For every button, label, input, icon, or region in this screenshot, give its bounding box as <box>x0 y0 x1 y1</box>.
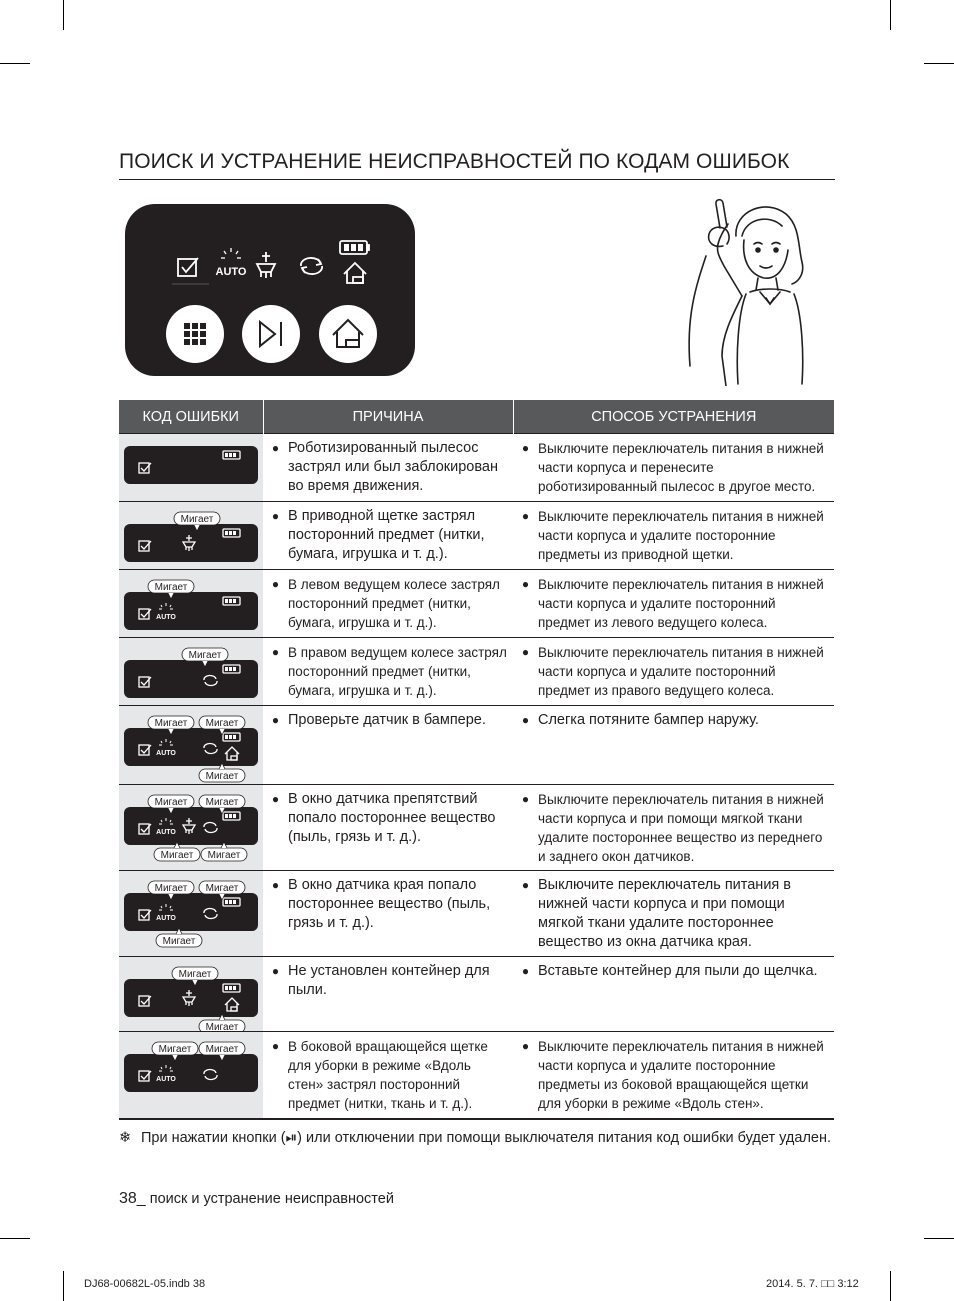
cause-cell <box>263 706 513 785</box>
page-footer <box>119 1190 394 1208</box>
svg-text:Мигает: Мигает <box>180 514 214 525</box>
grid-button[interactable] <box>166 305 224 363</box>
svg-text:Мигает: Мигает <box>160 850 194 861</box>
auto-label: AUTO <box>156 1076 176 1083</box>
svg-text:Мигает: Мигает <box>207 850 241 861</box>
svg-text:Мигает: Мигает <box>154 718 188 729</box>
table-row <box>119 785 834 871</box>
bullet: ● <box>521 645 530 659</box>
error-indicator <box>119 871 263 954</box>
table-row <box>119 706 834 785</box>
svg-text:Мигает: Мигает <box>178 969 212 980</box>
bullet: ● <box>271 645 280 659</box>
table-row <box>119 434 834 502</box>
solution-text: Выключите переключатель питания в нижней части корпуса и при помощи мягкой ткани удалите постороннее вещество из переднего и заднего окон датчиков. <box>538 792 824 864</box>
cause-text: В правом ведущем колесе застрял посторонний предмет (нитки, бумага, игрушка и т. д.). <box>288 645 507 698</box>
solution-text: Выключите переключатель питания в нижней части корпуса и удалите посторонние предметы из приводной щетки. <box>538 509 824 562</box>
svg-text:Мигает: Мигает <box>188 650 222 661</box>
cause-cell <box>263 957 513 1032</box>
svg-text:Мигает: Мигает <box>162 936 196 947</box>
bullet: ● <box>521 878 530 892</box>
wheel-icon <box>301 258 322 274</box>
svg-text:Мигает: Мигает <box>154 582 188 593</box>
auto-icon <box>221 248 241 258</box>
page-title: ПОИСК И УСТРАНЕНИЕ НЕИСПРАВНОСТЕЙ ПО КОДАМ ОШИБОК <box>119 150 835 180</box>
error-code-cell <box>119 638 263 706</box>
section-name: поиск и устранение неисправностей <box>145 1191 394 1207</box>
error-indicator <box>119 957 263 1031</box>
header-cause: ПРИЧИНА <box>263 400 513 434</box>
svg-text:Мигает: Мигает <box>205 1044 239 1055</box>
bullet: ● <box>271 1039 280 1053</box>
bullet: ● <box>521 792 530 806</box>
cause-text: Не установлен контейнер для пыли. <box>288 963 490 998</box>
crop-mark <box>0 1238 30 1239</box>
crop-mark <box>890 0 891 30</box>
cause-text: Проверьте датчик в бампере. <box>288 712 486 728</box>
table-row <box>119 638 834 706</box>
bullet: ● <box>271 509 280 523</box>
cause-text: В боковой вращающейся щетке для уборки в режиме «Вдоль стен» застрял посторонний предмет (нитки, ткань и т. д.). <box>288 1039 488 1111</box>
bullet: ● <box>271 577 280 591</box>
brush-icon <box>257 252 275 278</box>
solution-cell <box>513 957 834 1032</box>
solution-cell <box>513 570 834 638</box>
crop-mark <box>924 1238 954 1239</box>
cause-cell <box>263 570 513 638</box>
table-row <box>119 957 834 1032</box>
svg-text:Мигает: Мигает <box>158 1044 192 1055</box>
solution-text: Выключите переключатель питания в нижней части корпуса и перенесите роботизированный пылесос в другое место. <box>538 441 824 494</box>
error-code-cell <box>119 785 263 871</box>
svg-text:Мигает: Мигает <box>205 718 239 729</box>
header-error-code: КОД ОШИБКИ <box>119 400 263 434</box>
solution-text: Слегка потяните бампер наружу. <box>538 712 759 728</box>
table-row <box>119 1032 834 1120</box>
footnote-text: При нажатии кнопки (⏯) или отключении при помощи выключателя питания код ошибки будет удален. <box>141 1130 831 1146</box>
svg-text:Мигает: Мигает <box>205 797 239 808</box>
solution-cell <box>513 1032 834 1120</box>
solution-text: Выключите переключатель питания в нижней части корпуса и удалите посторонний предмет из левого ведущего колеса. <box>538 577 824 630</box>
error-indicator <box>119 785 263 869</box>
table-row <box>119 502 834 570</box>
home-icon <box>344 263 366 283</box>
cause-text: В окно датчика края попало постороннее вещество (пыль, грязь и т. д.). <box>288 877 491 931</box>
solution-text: Выключите переключатель питания в нижней части корпуса и при помощи мягкой ткани удалите постороннее вещество из окна датчика края. <box>538 877 791 950</box>
svg-text:Мигает: Мигает <box>154 797 188 808</box>
bullet: ● <box>271 441 280 455</box>
crop-mark <box>63 0 64 30</box>
cause-cell <box>263 502 513 570</box>
bullet: ● <box>271 964 280 978</box>
cause-cell <box>263 1032 513 1120</box>
auto-label: AUTO <box>215 266 247 278</box>
solution-text: Вставьте контейнер для пыли до щелчка. <box>538 963 818 979</box>
bullet: ● <box>271 792 280 806</box>
auto-label: AUTO <box>156 915 176 922</box>
bullet: ● <box>521 713 530 727</box>
auto-label: AUTO <box>156 750 176 757</box>
error-indicator <box>119 502 263 569</box>
cause-text: В окно датчика препятствий попало постороннее вещество (пыль, грязь и т. д.). <box>288 791 496 845</box>
bullet: ● <box>521 577 530 591</box>
crop-mark <box>0 63 30 64</box>
error-code-cell <box>119 706 263 785</box>
solution-cell <box>513 871 834 957</box>
cause-cell <box>263 785 513 871</box>
play-pause-button[interactable] <box>242 305 300 363</box>
solution-cell <box>513 706 834 785</box>
cause-text: Роботизированный пылесос застрял или был заблокирован во время движения. <box>288 440 498 494</box>
table-row <box>119 871 834 957</box>
error-indicator <box>119 434 263 501</box>
crop-mark <box>924 63 954 64</box>
solution-cell <box>513 502 834 570</box>
solution-cell <box>513 434 834 502</box>
solution-cell <box>513 638 834 706</box>
solution-cell <box>513 785 834 871</box>
auto-label: AUTO <box>156 614 176 621</box>
cause-cell <box>263 434 513 502</box>
svg-text:Мигает: Мигает <box>154 883 188 894</box>
bullet: ● <box>271 713 280 727</box>
error-code-cell <box>119 434 263 502</box>
table-row <box>119 570 834 638</box>
error-code-table <box>119 400 834 1120</box>
cause-text: В левом ведущем колесе застрял посторонний предмет (нитки, бумага, игрушка и т. д.). <box>288 577 500 630</box>
error-indicator <box>119 1032 263 1118</box>
error-code-cell <box>119 1032 263 1120</box>
home-button[interactable] <box>319 305 377 363</box>
footnote <box>119 1128 834 1149</box>
cause-cell <box>263 638 513 706</box>
bullet: ● <box>271 878 280 892</box>
error-code-cell <box>119 502 263 570</box>
check-icon <box>178 258 198 276</box>
error-indicator <box>119 638 263 705</box>
bullet: ● <box>521 509 530 523</box>
bullet: ● <box>521 1039 530 1053</box>
page-number: 38_ <box>119 1190 146 1207</box>
cause-cell <box>263 871 513 957</box>
header-solution: СПОСОБ УСТРАНЕНИЯ <box>513 400 834 434</box>
bullet: ● <box>521 964 530 978</box>
auto-label: AUTO <box>156 829 176 836</box>
error-code-cell <box>119 570 263 638</box>
print-slug-file: DJ68-00682L-05.indb 38 <box>84 1278 206 1290</box>
svg-text:Мигает: Мигает <box>205 883 239 894</box>
error-code-cell <box>119 871 263 957</box>
cause-text: В приводной щетке застрял посторонний предмет (нитки, бумага, игрушка и т. д.). <box>288 508 485 562</box>
error-indicator <box>119 570 263 637</box>
error-indicator <box>119 706 263 784</box>
svg-text:Мигает: Мигает <box>205 771 239 782</box>
bullet: ● <box>521 441 530 455</box>
solution-text: Выключите переключатель питания в нижней части корпуса и удалите посторонний предмет из правого ведущего колеса. <box>538 645 824 698</box>
error-code-cell <box>119 957 263 1032</box>
snowflake-icon: ❄ <box>119 1130 132 1146</box>
control-panel <box>125 204 415 376</box>
svg-text:Мигает: Мигает <box>205 1022 239 1031</box>
print-slug-date: 2014. 5. 7. □□ 3:12 <box>766 1278 859 1290</box>
woman-illustration <box>680 196 810 386</box>
crop-mark <box>63 1271 64 1301</box>
crop-mark <box>890 1271 891 1301</box>
solution-text: Выключите переключатель питания в нижней части корпуса и удалите посторонние предметы из боковой вращающейся щетки для уборки в режиме «Вдоль стен». <box>538 1039 824 1111</box>
